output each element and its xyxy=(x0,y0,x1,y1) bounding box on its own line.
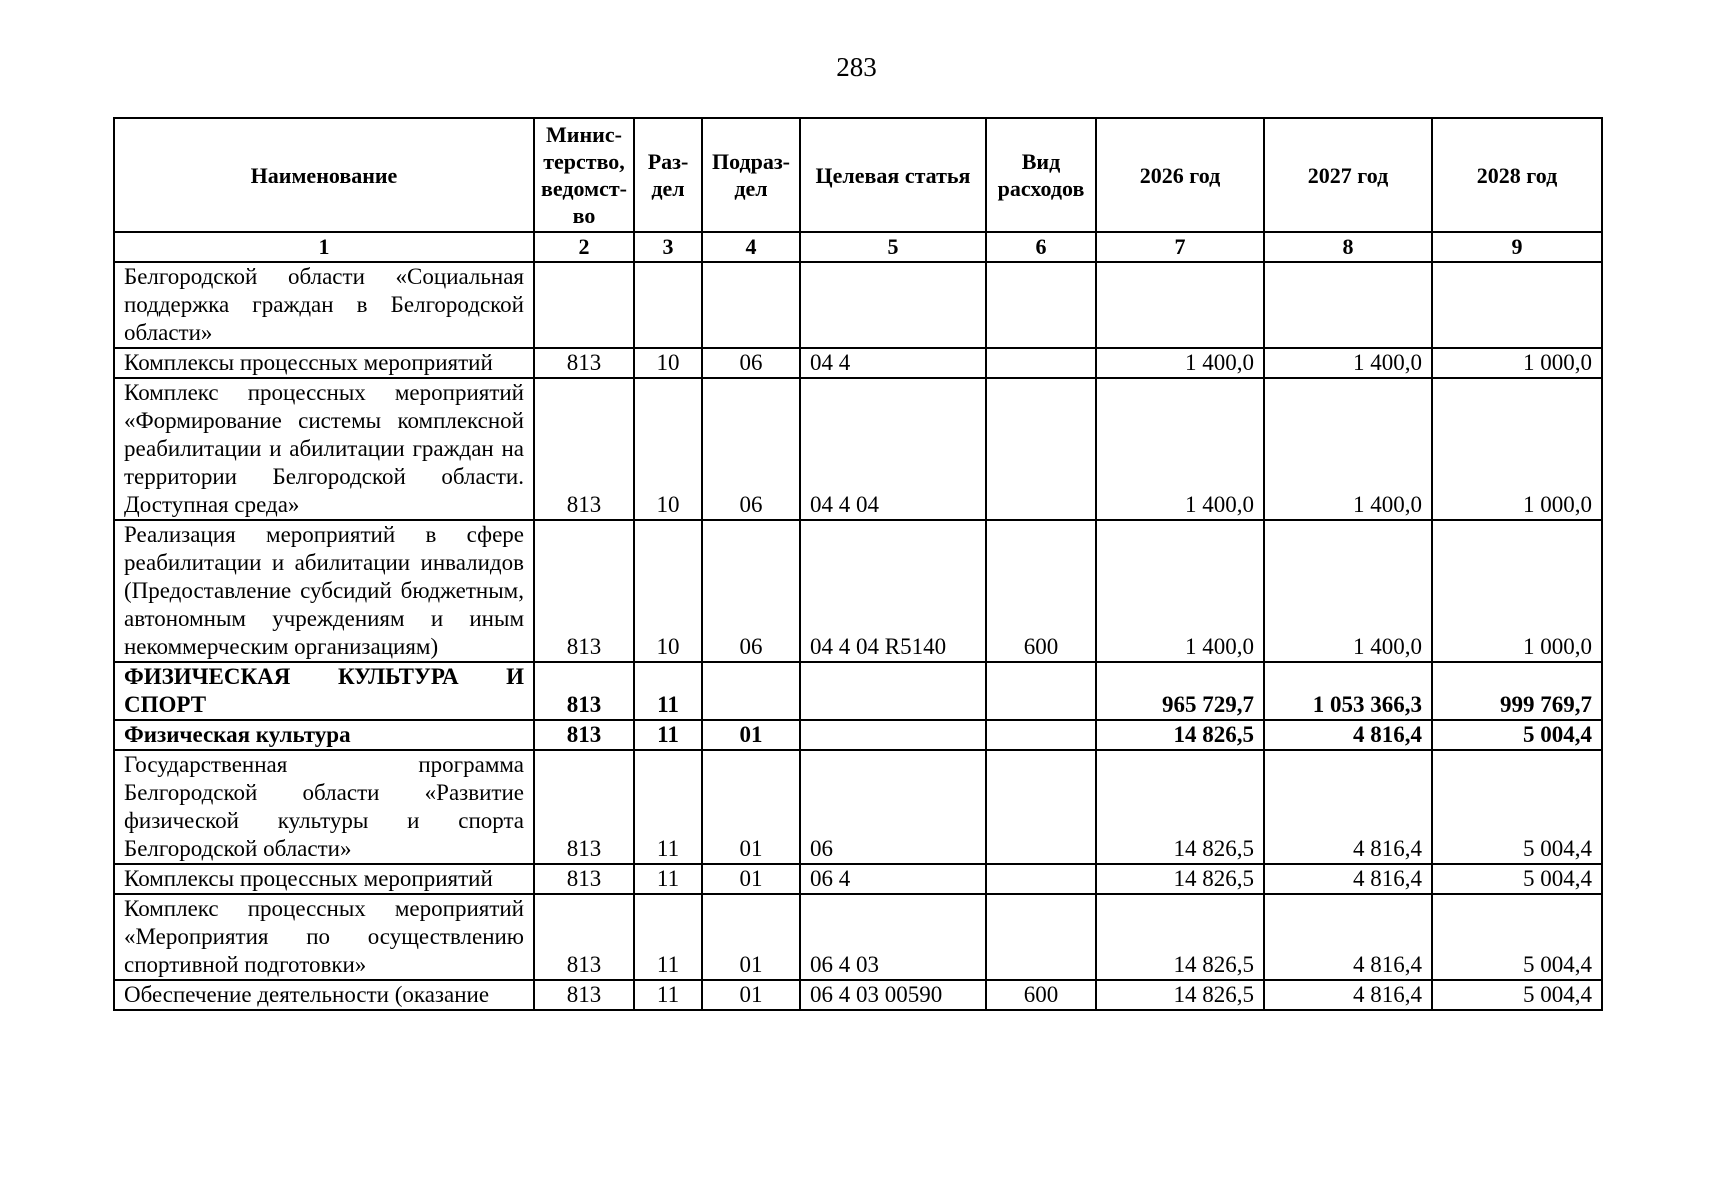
header-row xyxy=(114,118,1602,232)
cell-2028: 1 000,0 xyxy=(1432,378,1602,520)
header-subsection: Подраз-дел xyxy=(702,118,800,232)
cell-expense-type xyxy=(986,348,1096,378)
cell-2028: 5 004,4 xyxy=(1432,864,1602,894)
cell-expense-type xyxy=(986,378,1096,520)
cell-2028: 1 000,0 xyxy=(1432,348,1602,378)
cell-section: 10 xyxy=(634,378,702,520)
header-2026: 2026 год xyxy=(1096,118,1264,232)
cell-section: 11 xyxy=(634,720,702,750)
cell-subsection xyxy=(702,662,800,720)
cell-ministry: 813 xyxy=(534,378,634,520)
table-row xyxy=(114,348,1602,378)
cell-subsection: 01 xyxy=(702,864,800,894)
cell-expense-type: 600 xyxy=(986,980,1096,1010)
cell-target: 04 4 04 R5140 xyxy=(800,520,986,662)
cell-expense-type xyxy=(986,864,1096,894)
cell-2026: 14 826,5 xyxy=(1096,864,1264,894)
table-row xyxy=(114,980,1602,1010)
cell-section: 10 xyxy=(634,348,702,378)
column-number: 6 xyxy=(986,232,1096,262)
table-row xyxy=(114,720,1602,750)
cell-name: ФИЗИЧЕСКАЯ КУЛЬТУРА И СПОРТ xyxy=(114,662,534,720)
cell-2028: 5 004,4 xyxy=(1432,750,1602,864)
cell-expense-type: 600 xyxy=(986,520,1096,662)
header-name: Наименование xyxy=(114,118,534,232)
column-number: 2 xyxy=(534,232,634,262)
cell-2028: 5 004,4 xyxy=(1432,894,1602,980)
column-number: 1 xyxy=(114,232,534,262)
cell-name: Комплексы процессных мероприятий xyxy=(114,348,534,378)
cell-target: 04 4 04 xyxy=(800,378,986,520)
cell-target: 04 4 xyxy=(800,348,986,378)
cell-subsection: 06 xyxy=(702,378,800,520)
cell-2026: 1 400,0 xyxy=(1096,348,1264,378)
cell-target: 06 4 03 xyxy=(800,894,986,980)
cell-2028: 5 004,4 xyxy=(1432,980,1602,1010)
cell-subsection: 01 xyxy=(702,750,800,864)
cell-name: Комплекс процессных мероприятий «Формирование системы комплексной реабилитации и абилитации граждан на территории Белгородской области. Доступная среда» xyxy=(114,378,534,520)
cell-2027: 4 816,4 xyxy=(1264,750,1432,864)
cell-subsection: 06 xyxy=(702,520,800,662)
cell-section: 10 xyxy=(634,520,702,662)
cell-name: Физическая культура xyxy=(114,720,534,750)
header-section: Раз-дел xyxy=(634,118,702,232)
cell-2027: 1 400,0 xyxy=(1264,348,1432,378)
table-row xyxy=(114,894,1602,980)
cell-subsection: 01 xyxy=(702,980,800,1010)
cell-2026: 14 826,5 xyxy=(1096,894,1264,980)
table-body xyxy=(114,262,1602,1010)
header-2028: 2028 год xyxy=(1432,118,1602,232)
cell-2026: 14 826,5 xyxy=(1096,750,1264,864)
cell-subsection xyxy=(702,262,800,348)
cell-ministry: 813 xyxy=(534,662,634,720)
cell-ministry: 813 xyxy=(534,750,634,864)
header-target: Целевая статья xyxy=(800,118,986,232)
header-expense-type: Вид расходов xyxy=(986,118,1096,232)
cell-name: Комплекс процессных мероприятий «Мероприятия по осуществлению спортивной подготовки» xyxy=(114,894,534,980)
cell-2026 xyxy=(1096,262,1264,348)
cell-ministry xyxy=(534,262,634,348)
cell-ministry: 813 xyxy=(534,720,634,750)
cell-2028: 999 769,7 xyxy=(1432,662,1602,720)
cell-ministry: 813 xyxy=(534,520,634,662)
cell-target: 06 xyxy=(800,750,986,864)
column-number: 8 xyxy=(1264,232,1432,262)
cell-ministry: 813 xyxy=(534,980,634,1010)
cell-2027 xyxy=(1264,262,1432,348)
header-ministry: Минис-терство, ведомст-во xyxy=(534,118,634,232)
cell-2027: 4 816,4 xyxy=(1264,720,1432,750)
page-number: 283 xyxy=(836,52,877,82)
column-number: 5 xyxy=(800,232,986,262)
table-row xyxy=(114,864,1602,894)
cell-name: Обеспечение деятельности (оказание xyxy=(114,980,534,1010)
cell-section: 11 xyxy=(634,980,702,1010)
cell-2026: 14 826,5 xyxy=(1096,980,1264,1010)
cell-name: Реализация мероприятий в сфере реабилитации и абилитации инвалидов (Предоставление субсидий бюджетным, автономным учреждениям и иным некоммерческим организациям) xyxy=(114,520,534,662)
cell-2028: 5 004,4 xyxy=(1432,720,1602,750)
cell-section: 11 xyxy=(634,864,702,894)
cell-target xyxy=(800,262,986,348)
cell-2027: 4 816,4 xyxy=(1264,864,1432,894)
cell-expense-type xyxy=(986,662,1096,720)
column-number: 7 xyxy=(1096,232,1264,262)
cell-2026: 1 400,0 xyxy=(1096,378,1264,520)
cell-subsection: 01 xyxy=(702,720,800,750)
table-row xyxy=(114,750,1602,864)
column-number: 9 xyxy=(1432,232,1602,262)
cell-ministry: 813 xyxy=(534,348,634,378)
column-number-row xyxy=(114,232,1602,262)
cell-target xyxy=(800,662,986,720)
table-row xyxy=(114,520,1602,662)
cell-target: 06 4 xyxy=(800,864,986,894)
header-2027: 2027 год xyxy=(1264,118,1432,232)
cell-expense-type xyxy=(986,750,1096,864)
cell-section: 11 xyxy=(634,894,702,980)
cell-expense-type xyxy=(986,894,1096,980)
cell-name: Комплексы процессных мероприятий xyxy=(114,864,534,894)
table-row xyxy=(114,378,1602,520)
cell-ministry: 813 xyxy=(534,894,634,980)
cell-expense-type xyxy=(986,262,1096,348)
cell-name: Государственная программа Белгородской области «Развитие физической культуры и спорта Белгородской области» xyxy=(114,750,534,864)
cell-target: 06 4 03 00590 xyxy=(800,980,986,1010)
cell-2027: 4 816,4 xyxy=(1264,894,1432,980)
column-number: 3 xyxy=(634,232,702,262)
cell-2026: 1 400,0 xyxy=(1096,520,1264,662)
cell-subsection: 06 xyxy=(702,348,800,378)
cell-2026: 14 826,5 xyxy=(1096,720,1264,750)
cell-2028 xyxy=(1432,262,1602,348)
cell-2026: 965 729,7 xyxy=(1096,662,1264,720)
table-row xyxy=(114,262,1602,348)
cell-2027: 4 816,4 xyxy=(1264,980,1432,1010)
table-row xyxy=(114,662,1602,720)
cell-section xyxy=(634,262,702,348)
cell-2027: 1 400,0 xyxy=(1264,520,1432,662)
cell-name: Белгородской области «Социальная поддержка граждан в Белгородской области» xyxy=(114,262,534,348)
cell-expense-type xyxy=(986,720,1096,750)
cell-section: 11 xyxy=(634,750,702,864)
cell-subsection: 01 xyxy=(702,894,800,980)
cell-target xyxy=(800,720,986,750)
cell-2027: 1 400,0 xyxy=(1264,378,1432,520)
cell-section: 11 xyxy=(634,662,702,720)
cell-2028: 1 000,0 xyxy=(1432,520,1602,662)
budget-table xyxy=(113,117,1603,1011)
cell-ministry: 813 xyxy=(534,864,634,894)
column-number: 4 xyxy=(702,232,800,262)
cell-2027: 1 053 366,3 xyxy=(1264,662,1432,720)
